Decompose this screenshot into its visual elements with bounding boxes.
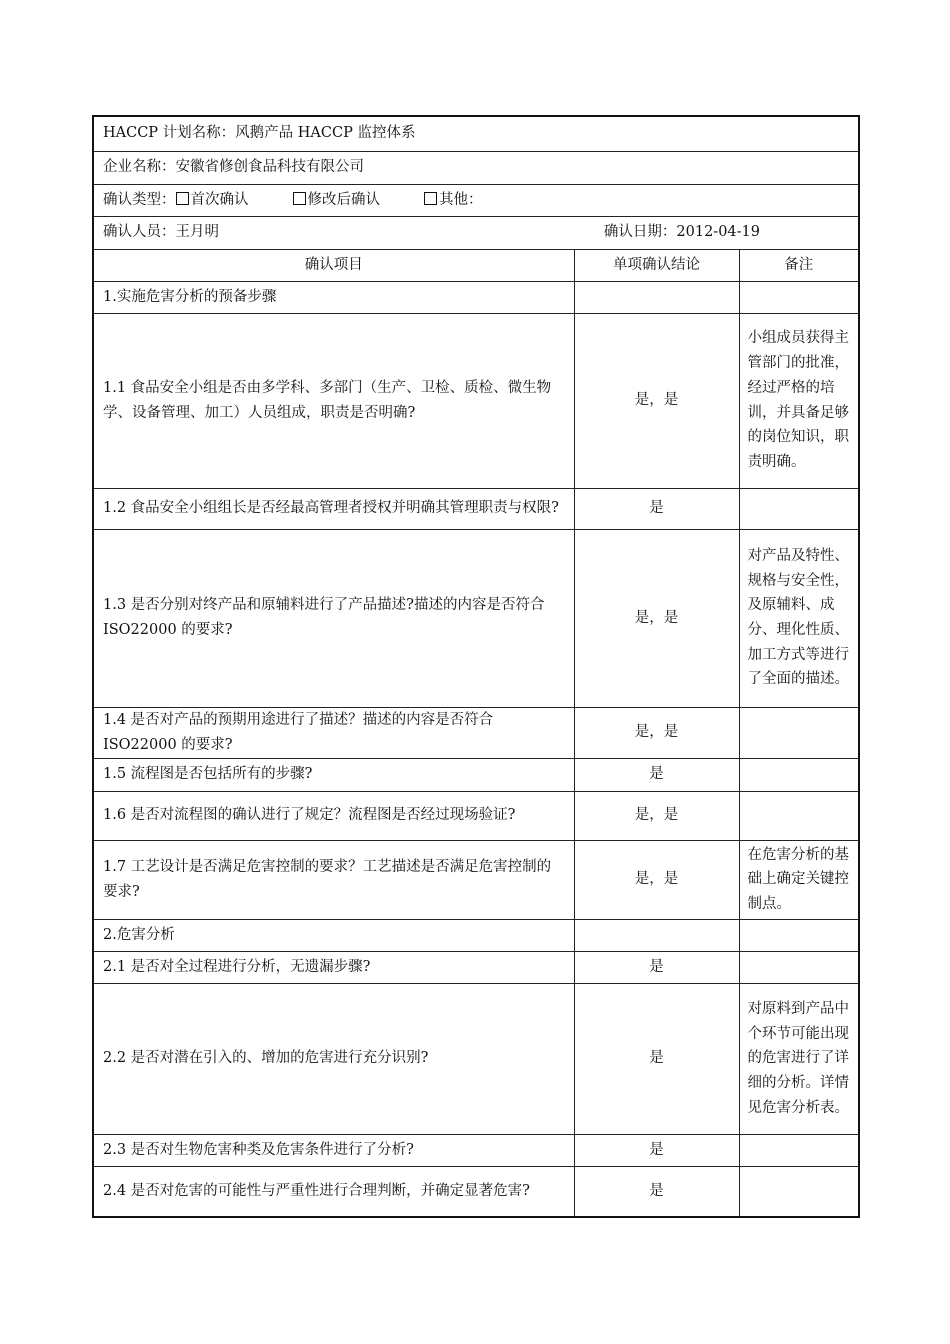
- confirmation-form: [92, 115, 858, 1218]
- row-note: [739, 951, 859, 983]
- col-header-result: 单项确认结论: [574, 249, 739, 281]
- row-item: 1.3 是否分别对终产品和原辅料进行了产品描述?描述的内容是否符合 ISO22000 的要求?: [93, 529, 574, 707]
- table-row: [93, 840, 859, 919]
- row-result: 是，是: [574, 707, 739, 758]
- row-item: 2.1 是否对全过程进行分析，无遗漏步骤?: [93, 951, 574, 983]
- table-row: [93, 919, 859, 951]
- row-note: [739, 758, 859, 791]
- confirm-date-label: 确认日期：: [603, 224, 677, 240]
- row-note: [739, 1166, 859, 1217]
- row-note: [739, 707, 859, 758]
- col-header-item: 确认项目: [93, 249, 574, 281]
- row-item: 1.实施危害分析的预备步骤: [93, 281, 574, 313]
- plan-name-value: 风鹅产品 HACCP 监控体系: [235, 125, 416, 142]
- confirmer-row: [93, 216, 859, 249]
- option-first-confirm: 首次确认: [190, 191, 249, 208]
- row-note: 在危害分析的基础上确定关键控制点。: [739, 840, 859, 919]
- checkbox-other[interactable]: [424, 192, 437, 205]
- confirmer-value: 王月明: [175, 224, 219, 240]
- haccp-confirmation-table: [92, 115, 860, 1218]
- company-row: [93, 151, 859, 184]
- row-result: 是，是: [574, 791, 739, 840]
- row-note: 对原料到产品中个环节可能出现的危害进行了详细的分析。详情见危害分析表。: [739, 983, 859, 1134]
- row-item: 1.4 是否对产品的预期用途进行了描述？描述的内容是否符合 ISO22000 的要求?: [93, 707, 574, 758]
- row-result: [574, 919, 739, 951]
- checkbox-first-confirm[interactable]: [176, 192, 189, 205]
- company-value: 安徽省修创食品科技有限公司: [175, 159, 364, 175]
- table-row: [93, 1134, 859, 1166]
- row-result: 是，是: [574, 313, 739, 488]
- row-item: 1.6 是否对流程图的确认进行了规定？流程图是否经过现场验证?: [93, 791, 574, 840]
- row-result: 是，是: [574, 840, 739, 919]
- column-header-row: [93, 249, 859, 281]
- row-note: [739, 1134, 859, 1166]
- checkbox-revised-confirm[interactable]: [293, 192, 306, 205]
- table-row: [93, 758, 859, 791]
- table-row: [93, 1166, 859, 1217]
- table-row: [93, 791, 859, 840]
- row-item: 1.1 食品安全小组是否由多学科、多部门（生产、卫检、质检、微生物学、设备管理、加工）人员组成，职责是否明确?: [93, 313, 574, 488]
- table-row: [93, 983, 859, 1134]
- row-note: [739, 488, 859, 529]
- row-result: 是: [574, 1166, 739, 1217]
- table-row: [93, 951, 859, 983]
- plan-name-label: HACCP 计划名称：: [103, 125, 236, 142]
- row-item: 1.2 食品安全小组组长是否经最高管理者授权并明确其管理职责与权限?: [93, 488, 574, 529]
- col-header-note: 备注: [739, 249, 859, 281]
- table-row: [93, 529, 859, 707]
- company-label: 企业名称：: [103, 159, 176, 175]
- row-note: [739, 919, 859, 951]
- row-item: 1.5 流程图是否包括所有的步骤?: [93, 758, 574, 791]
- row-item: 2.危害分析: [93, 919, 574, 951]
- row-result: 是: [574, 951, 739, 983]
- row-item: 2.2 是否对潜在引入的、增加的危害进行充分识别?: [93, 983, 574, 1134]
- row-result: 是，是: [574, 529, 739, 707]
- table-row: [93, 707, 859, 758]
- row-result: 是: [574, 983, 739, 1134]
- row-note: [739, 791, 859, 840]
- row-note: [739, 281, 859, 313]
- row-item: 1.7 工艺设计是否满足危害控制的要求？工艺描述是否满足危害控制的要求?: [93, 840, 574, 919]
- table-row: [93, 313, 859, 488]
- confirm-type-row: [93, 184, 859, 216]
- confirm-date-value: 2012-04-19: [676, 224, 761, 240]
- confirmer-label: 确认人员：: [103, 224, 176, 240]
- row-item: 2.4 是否对危害的可能性与严重性进行合理判断，并确定显著危害?: [93, 1166, 574, 1217]
- row-item: 2.3 是否对生物危害种类及危害条件进行了分析?: [93, 1134, 574, 1166]
- confirm-type-label: 确认类型：: [103, 191, 176, 208]
- row-note: 对产品及特性、规格与安全性，及原辅料、成分、理化性质、加工方式等进行了全面的描述。: [739, 529, 859, 707]
- row-result: 是: [574, 758, 739, 791]
- row-result: [574, 281, 739, 313]
- plan-name-row: [93, 116, 859, 151]
- table-row: [93, 281, 859, 313]
- option-revised-confirm: 修改后确认: [307, 191, 380, 208]
- option-other: 其他：: [439, 191, 483, 208]
- row-note: 小组成员获得主管部门的批准，经过严格的培训，并具备足够的岗位知识，职责明确。: [739, 313, 859, 488]
- table-row: [93, 488, 859, 529]
- row-result: 是: [574, 1134, 739, 1166]
- row-result: 是: [574, 488, 739, 529]
